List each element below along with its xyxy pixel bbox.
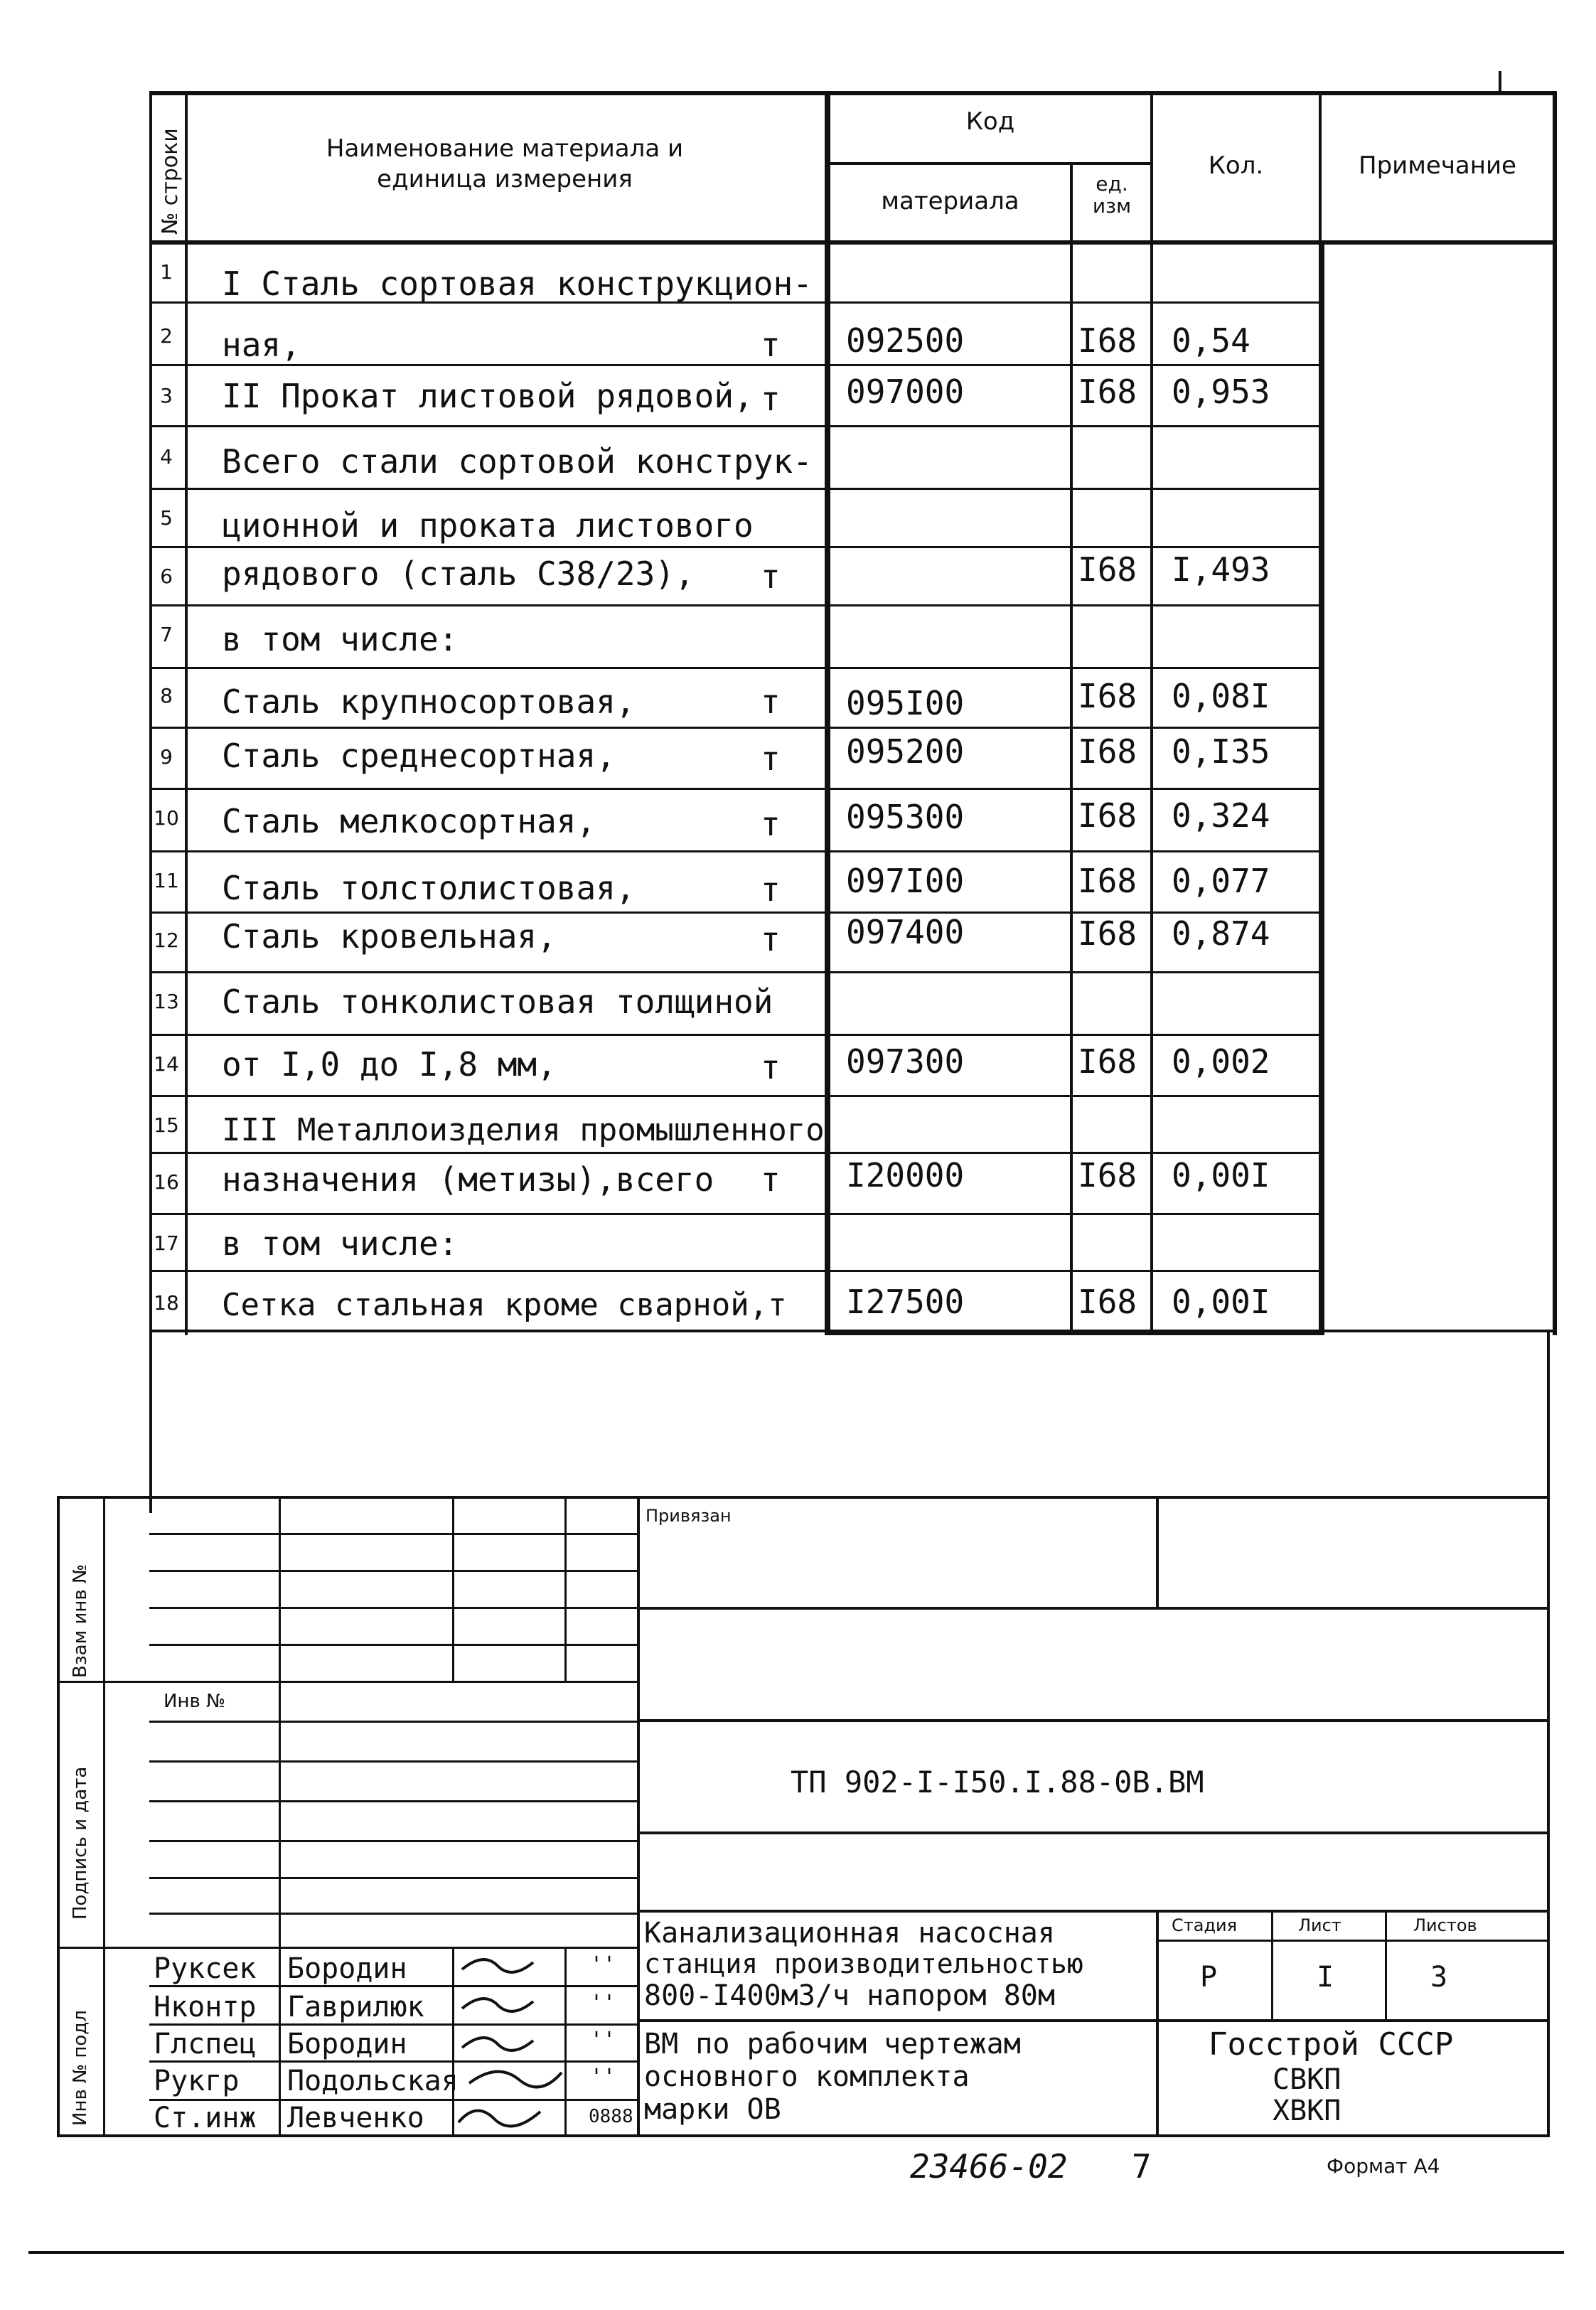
row-number: 13 [154,990,179,1013]
header-note: Примечание [1359,151,1516,180]
unit-code: I68 [1078,1156,1137,1194]
material-name: Сталь тонколистовая толщиной [222,983,773,1021]
material-code: 097400 [846,913,965,951]
unit-code: I68 [1078,321,1137,360]
material-name: ционной и проката листового [222,506,754,545]
stage-value: Р [1200,1961,1218,1994]
unit-code: I68 [1078,1283,1137,1321]
row-number: 2 [160,324,173,348]
org-3: ХВКП [1273,2095,1341,2127]
role: Ст.инж [154,2102,257,2134]
document-code: ТП 902-I-I50.I.88-0В.ВМ [791,1765,1204,1800]
project-title-2: станция производительностью [644,1948,1083,1979]
quantity: 0,077 [1172,862,1270,900]
doc-subtitle-3: марки ОВ [644,2093,781,2126]
material-name: III Металлоизделия промышленного [222,1112,825,1148]
header-code-material: материала [881,187,1019,215]
sign-date: '' [590,2065,616,2090]
material-code: 095300 [846,798,965,836]
role: Глспец [154,2028,257,2060]
material-name: I Сталь сортовая конструкцион- [222,264,813,303]
unit: т [761,326,781,364]
unit-code: I68 [1078,373,1137,411]
unit: т [761,557,781,596]
row-number: 9 [160,745,173,769]
person-name: Бородин [287,2028,407,2060]
material-code: 095I00 [846,684,965,722]
quantity: 0,874 [1172,914,1270,953]
role: Нконтр [154,1991,257,2023]
unit: т [761,920,781,958]
role: Рукгр [154,2065,240,2097]
material-code: 095200 [846,732,965,771]
sign-date: '' [590,2028,616,2053]
material-name: в том числе: [222,620,459,658]
person-name: Подольская [287,2065,459,2097]
unit-code: I68 [1078,796,1137,835]
header-row-no: № строки [158,128,183,235]
quantity: 0,08I [1172,677,1270,715]
person-name: Гаврилюк [287,1991,424,2023]
header-code-unit: ед. изм [1092,172,1132,218]
archive-number: 23466-02 [910,2147,1068,2186]
sign-date: '' [590,1991,616,2016]
sign-date: '' [590,1952,616,1977]
sign-date: 0888 [589,2106,633,2127]
stage-label: Стадия [1172,1915,1238,1935]
format-label: Формат А4 [1327,2154,1440,2178]
material-code: I27500 [846,1283,965,1321]
unit: т [761,683,781,721]
material-code: 097I00 [846,862,965,900]
project-title-3: 800-I400м3/ч напором 80м [644,1979,1055,2012]
unit: т [761,1160,781,1199]
material-code: I20000 [846,1156,965,1194]
project-title-1: Канализационная насосная [644,1917,1055,1950]
row-number: 8 [160,684,173,707]
unit: т [761,380,781,418]
archive-page: 7 [1132,2147,1152,2186]
material-name: рядового (сталь С38/23), [222,555,695,593]
quantity: I,493 [1172,550,1270,589]
row-number: 15 [154,1113,179,1137]
material-code: 097000 [846,373,965,411]
person-name: Бородин [287,1952,407,1985]
unit-code: I68 [1078,1042,1137,1081]
quantity: 0,002 [1172,1042,1270,1081]
unit: т [761,870,781,909]
quantity: 0,953 [1172,373,1270,411]
person-name: Левченко [287,2102,424,2134]
quantity: 0,00I [1172,1283,1270,1321]
quantity: 0,54 [1172,321,1250,360]
org-2: СВКП [1273,2063,1341,2096]
doc-subtitle-1: ВМ по рабочим чертежам [644,2028,1021,2060]
material-name: Сталь крупносортовая, [222,683,636,721]
unit-code: I68 [1078,732,1137,771]
material-name: Сталь мелкосортная, [222,802,596,840]
org-1: Госстрой СССР [1209,2026,1454,2063]
unit: т [761,739,781,778]
row-number: 16 [154,1170,179,1194]
material-name: от I,0 до I,8 мм, [222,1045,557,1084]
row-number: 12 [154,929,179,952]
doc-subtitle-2: основного комплекта [644,2060,970,2093]
unit-code: I68 [1078,550,1137,589]
row-number: 3 [160,384,173,407]
unit: т [761,1048,781,1086]
sheets-label: Листов [1413,1915,1477,1935]
header-qty: Кол. [1208,151,1264,180]
sheet-label: Лист [1298,1915,1341,1935]
row-number: 11 [154,869,179,892]
label-vzam: Взам инв № [70,1564,91,1678]
material-code: 092500 [846,321,965,360]
quantity: 0,324 [1172,796,1270,835]
material-name: Сетка стальная кроме сварной,т [222,1287,787,1323]
material-name: Сталь толстолистовая, [222,869,636,907]
row-number: 5 [160,506,173,530]
material-name: II Прокат листовой рядовой, [222,377,754,415]
row-number: 4 [160,445,173,469]
material-name: Сталь кровельная, [222,917,557,956]
quantity: 0,00I [1172,1156,1270,1194]
header-code: Код [965,107,1015,136]
quantity: 0,I35 [1172,732,1270,771]
material-name: Всего стали сортовой конструк- [222,442,813,481]
row-number: 6 [160,565,173,588]
material-name: в том числе: [222,1224,459,1263]
inv-no-label: Инв № [164,1691,226,1712]
material-name: ная, [222,326,301,364]
row-number: 14 [154,1052,179,1076]
unit-code: I68 [1078,914,1137,953]
row-number: 18 [154,1291,179,1315]
material-code: 097300 [846,1042,965,1081]
unit-code: I68 [1078,862,1137,900]
privyazan-label: Привязан [646,1506,732,1526]
row-number: 1 [160,260,173,284]
row-number: 7 [160,623,173,646]
signature-scribbles [455,1948,569,2134]
role: Руксек [154,1952,257,1985]
label-podpis: Подпись и дата [70,1766,91,1920]
header-name: Наименование материала и единица измерения [326,134,684,193]
sheets-value: 3 [1430,1961,1448,1994]
unit: т [761,805,781,843]
material-name: Сталь среднесортная, [222,737,616,775]
material-name: назначения (метизы),всего [222,1160,714,1199]
row-number: 10 [154,806,179,830]
sheet-value: I [1317,1961,1334,1994]
unit-code: I68 [1078,677,1137,715]
row-number: 17 [154,1231,179,1255]
label-inv-podl: Инв № подл [70,2010,91,2126]
